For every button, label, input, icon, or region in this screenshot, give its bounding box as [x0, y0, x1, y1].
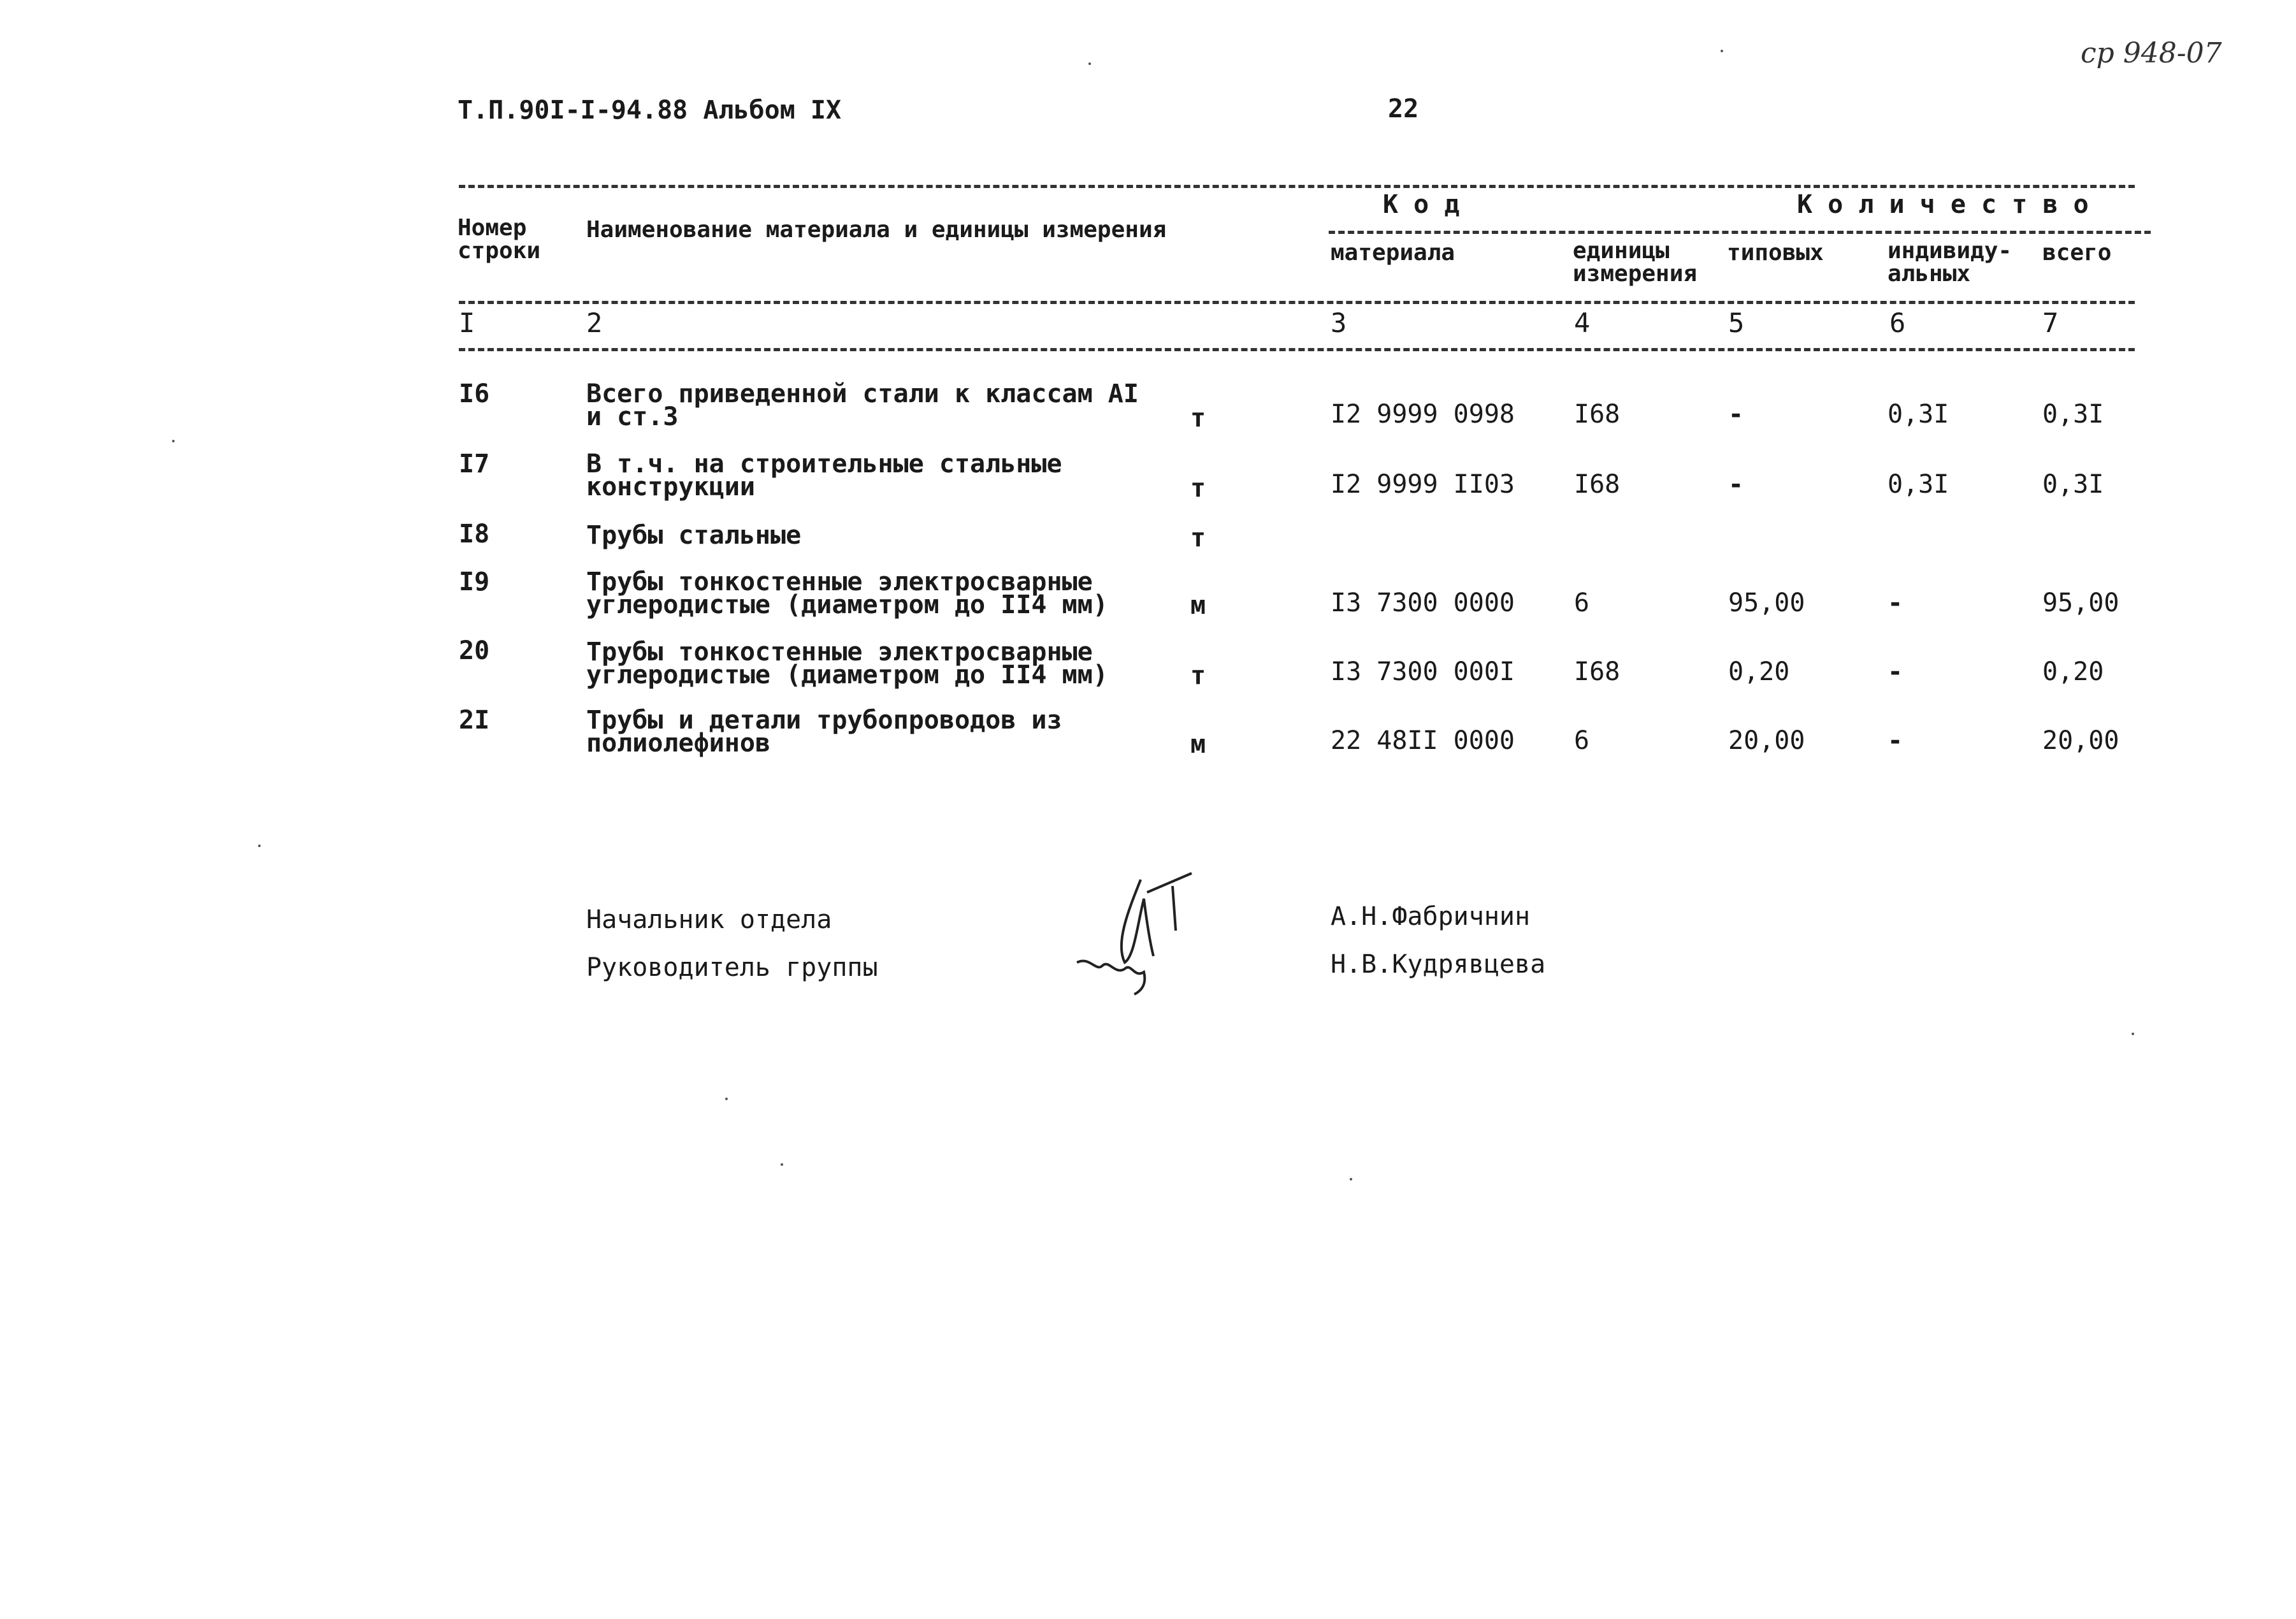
scan-speck: [1721, 50, 1723, 52]
unit-code: I68: [1574, 657, 1621, 686]
material-code: I3 7300 000I: [1331, 657, 1515, 686]
signature-name-lead: Н.В.Кудрявцева: [1331, 950, 1546, 979]
scan-speck: [258, 845, 261, 847]
signature-role-lead: Руководитель группы: [586, 953, 878, 982]
scan-speck: [725, 1098, 728, 1100]
unit: м: [1190, 730, 1206, 759]
qty-individual: -: [1888, 657, 1903, 686]
qty-total: 20,00: [2042, 726, 2119, 755]
unit: т: [1190, 661, 1206, 690]
signature-role-head: Начальник отдела: [586, 905, 832, 934]
scan-speck: [1350, 1178, 1352, 1180]
scan-speck: [1088, 62, 1091, 65]
header-code-unit: единицы измерения: [1573, 238, 1698, 287]
column-number-7: 7: [2042, 307, 2059, 338]
qty-typical: 20,00: [1728, 726, 1805, 755]
unit: т: [1190, 403, 1206, 433]
signature-name-head: А.Н.Фабричнин: [1331, 902, 1531, 931]
header-code-group: К о д: [1383, 190, 1460, 219]
material-name: Трубы стальные: [586, 521, 802, 550]
qty-total: 0,20: [2042, 657, 2104, 686]
unit-code: 6: [1574, 588, 1590, 618]
unit: т: [1190, 474, 1206, 503]
qty-typical: 0,20: [1728, 657, 1790, 686]
unit: т: [1190, 523, 1206, 553]
header-row-number: Номер строки: [458, 215, 541, 264]
column-number-1: I: [459, 307, 475, 338]
header-qty-total: всего: [2042, 240, 2112, 266]
header-qty-typical: типовых: [1727, 240, 1824, 266]
unit-code: 6: [1574, 726, 1590, 755]
qty-typical: 95,00: [1728, 588, 1805, 618]
material-code: 22 48II 0000: [1331, 726, 1515, 755]
column-number-6: 6: [1889, 307, 1906, 338]
page-number: 22: [1388, 94, 1419, 124]
scan-speck: [2132, 1033, 2134, 1035]
qty-total: 0,3I: [2042, 400, 2104, 429]
material-code: I2 9999 II03: [1331, 470, 1515, 499]
material-name: Трубы и детали трубопроводов из полиолефинов: [586, 706, 1062, 758]
qty-typical: -: [1728, 470, 1744, 499]
row-number: 2I: [459, 706, 490, 735]
unit-code: I68: [1574, 400, 1621, 429]
row-number: I7: [459, 449, 490, 479]
document-reference: Т.П.90I-I-94.88 Альбом IX: [458, 96, 842, 125]
qty-total: 95,00: [2042, 588, 2119, 618]
row-number: I6: [459, 379, 490, 409]
material-name: В т.ч. на строительные стальные конструкции: [586, 449, 1062, 502]
header-bottom-rule: [459, 301, 2135, 304]
qty-total: 0,3I: [2042, 470, 2104, 499]
unit-code: I68: [1574, 470, 1621, 499]
handwritten-signature: [1064, 860, 1217, 1001]
material-name: Всего приведенной стали к классам AI и ст.3: [586, 379, 1139, 432]
scan-speck: [781, 1163, 783, 1166]
qty-individual: 0,3I: [1888, 400, 1949, 429]
header-quantity-group: К о л и ч е с т в о: [1797, 190, 2089, 219]
material-code: I2 9999 0998: [1331, 400, 1515, 429]
column-number-2: 2: [586, 307, 603, 338]
unit: м: [1190, 591, 1206, 620]
qty-individual: -: [1888, 588, 1903, 618]
header-qty-individual: индивиду- альных: [1888, 238, 2012, 287]
code-qty-rule: [1329, 231, 2151, 234]
column-number-4: 4: [1574, 307, 1591, 338]
column-numbers-rule: [459, 348, 2135, 351]
qty-individual: -: [1888, 726, 1903, 755]
archive-mark: cp 948-07: [2081, 37, 2222, 69]
header-material-name: Наименование материала и единицы измерения: [586, 217, 1167, 243]
table-top-rule: [459, 185, 2135, 188]
material-name: Трубы тонкостенные электросварные углеродистые (диаметром до II4 мм): [586, 637, 1108, 690]
material-code: I3 7300 0000: [1331, 588, 1515, 618]
row-number: I8: [459, 519, 490, 549]
column-number-3: 3: [1331, 307, 1347, 338]
row-number: 20: [459, 636, 490, 665]
scan-speck: [172, 440, 175, 442]
qty-individual: 0,3I: [1888, 470, 1949, 499]
column-number-5: 5: [1728, 307, 1745, 338]
header-code-material: материала: [1331, 240, 1455, 266]
row-number: I9: [459, 567, 490, 597]
material-name: Трубы тонкостенные электросварные углеродистые (диаметром до II4 мм): [586, 567, 1108, 620]
qty-typical: -: [1728, 400, 1744, 429]
